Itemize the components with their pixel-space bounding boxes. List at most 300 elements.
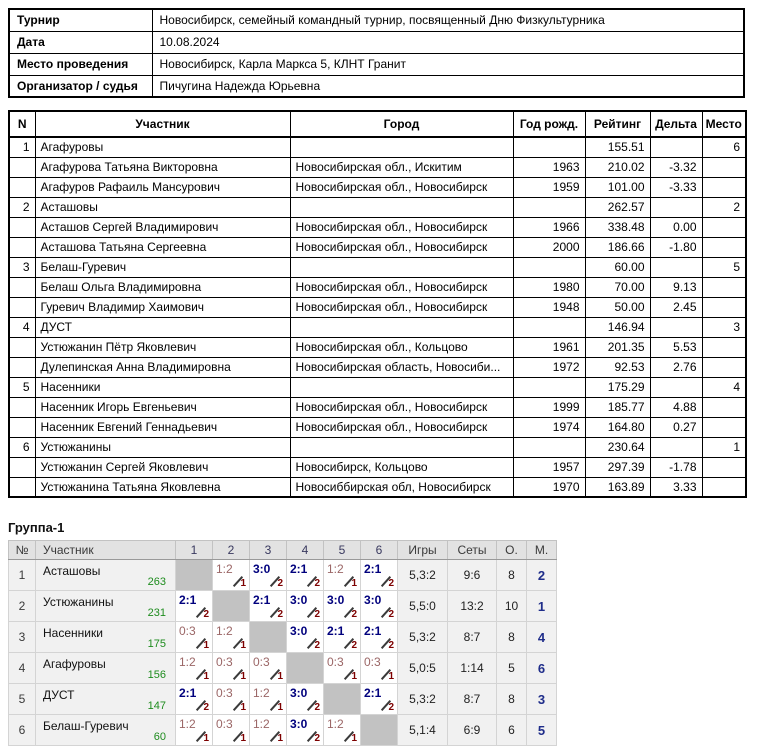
info-value: Новосибирск, семейный командный турнир, посвященный Дню Физкультурника <box>152 9 744 31</box>
participant-city <box>290 317 513 337</box>
col-header-city: Город <box>290 111 513 137</box>
match-points: 1 <box>277 671 283 682</box>
participant-place <box>702 177 746 197</box>
points-total: 8 <box>497 684 527 715</box>
participant-name: Насенники <box>35 377 290 397</box>
participant-row <box>9 297 746 317</box>
match-score: 2:1 <box>179 686 197 700</box>
team-name: Насенники <box>43 626 103 640</box>
participant-row <box>9 237 746 257</box>
participant-city: Новосибирск, Кольцово <box>290 457 513 477</box>
participant-name: Агафуровы <box>35 137 290 157</box>
match-points: 1 <box>203 733 209 744</box>
match-score: 0:3 <box>327 655 344 669</box>
result-cell <box>176 560 213 591</box>
result-cell <box>213 622 250 653</box>
participant-row <box>9 177 746 197</box>
group-row-number: 2 <box>9 591 36 622</box>
participant-birth-year: 1963 <box>513 157 585 177</box>
participant-rating: 50.00 <box>585 297 650 317</box>
participant-row <box>9 397 746 417</box>
match-points: 1 <box>351 671 357 682</box>
match-points: 2 <box>388 640 394 651</box>
participant-birth-year: 1961 <box>513 337 585 357</box>
participant-delta: 2.45 <box>650 297 702 317</box>
participant-city <box>290 257 513 277</box>
team-rating: 156 <box>147 669 166 681</box>
participant-rating: 70.00 <box>585 277 650 297</box>
participant-rating: 230.64 <box>585 437 650 457</box>
participant-city: Новосибирская обл., Новосибирск <box>290 417 513 437</box>
participant-rating: 262.57 <box>585 197 650 217</box>
participant-birth-year <box>513 257 585 277</box>
points-total: 8 <box>497 622 527 653</box>
participant-row <box>9 457 746 477</box>
match-score: 1:2 <box>327 562 344 576</box>
participant-rating: 146.94 <box>585 317 650 337</box>
participant-rating: 175.29 <box>585 377 650 397</box>
match-score: 2:1 <box>179 593 197 607</box>
match-score: 2:1 <box>364 562 382 576</box>
col-header-n: N <box>9 111 35 137</box>
participant-name: Агафурова Татьяна Викторовна <box>35 157 290 177</box>
match-score: 1:2 <box>253 686 270 700</box>
match-score: 2:1 <box>327 624 345 638</box>
match-points: 1 <box>240 640 246 651</box>
participant-delta: -1.78 <box>650 457 702 477</box>
participant-delta: -3.33 <box>650 177 702 197</box>
participant-rating: 186.66 <box>585 237 650 257</box>
participant-name: Белаш Ольга Владимировна <box>35 277 290 297</box>
info-row <box>9 53 744 75</box>
col-header-birth-year: Год рожд. <box>513 111 585 137</box>
match-score: 0:3 <box>216 686 233 700</box>
participant-name: Белаш-Гуревич <box>35 257 290 277</box>
team-name: Белаш-Гуревич <box>43 719 129 733</box>
participant-place <box>702 477 746 497</box>
result-cell <box>287 622 324 653</box>
participant-place: 6 <box>702 137 746 157</box>
participant-rating: 210.02 <box>585 157 650 177</box>
match-score: 3:0 <box>290 686 308 700</box>
col-header-participant: Участник <box>35 111 290 137</box>
games-summary: 5,3:2 <box>398 622 448 653</box>
participant-delta <box>650 197 702 217</box>
participant-delta <box>650 317 702 337</box>
result-cell <box>361 653 398 684</box>
match-score: 2:1 <box>290 562 308 576</box>
participant-place <box>702 277 746 297</box>
participant-row <box>9 317 746 337</box>
participant-delta <box>650 437 702 457</box>
participant-name: Асташовы <box>35 197 290 217</box>
final-place: 4 <box>527 622 557 653</box>
info-value: Пичугина Надежда Юрьевна <box>152 75 744 97</box>
result-cell <box>324 684 361 715</box>
result-cell <box>287 653 324 684</box>
participant-place: 5 <box>702 257 746 277</box>
group-col-header-2: 2 <box>213 541 250 560</box>
final-place: 1 <box>527 591 557 622</box>
match-points: 2 <box>203 609 209 620</box>
participant-name: Устюжанины <box>35 437 290 457</box>
participant-number <box>9 237 35 257</box>
participant-city: Новосибирская обл., Новосибирск <box>290 217 513 237</box>
group-row <box>9 684 557 715</box>
participant-name: Агафуров Рафаиль Мансурович <box>35 177 290 197</box>
participant-row <box>9 257 746 277</box>
participant-name: Насенник Евгений Геннадьевич <box>35 417 290 437</box>
participants-header-row <box>9 111 746 137</box>
result-cell <box>176 684 213 715</box>
match-score: 3:0 <box>364 593 382 607</box>
participant-city <box>290 437 513 457</box>
participant-birth-year: 1966 <box>513 217 585 237</box>
match-points: 2 <box>314 733 320 744</box>
match-points: 1 <box>388 671 394 682</box>
col-header-rating: Рейтинг <box>585 111 650 137</box>
participant-number: 2 <box>9 197 35 217</box>
participant-birth-year <box>513 317 585 337</box>
info-row <box>9 75 744 97</box>
participant-number <box>9 177 35 197</box>
result-cell <box>250 653 287 684</box>
participant-rating: 297.39 <box>585 457 650 477</box>
team-rating: 147 <box>147 700 166 712</box>
points-total: 8 <box>497 560 527 591</box>
result-cell <box>176 715 213 746</box>
participant-city: Новосиббирская обл, Новосибирск <box>290 477 513 497</box>
info-label: Турнир <box>9 9 152 31</box>
participant-city: Новосибирская обл., Новосибирск <box>290 397 513 417</box>
match-score: 1:2 <box>179 655 196 669</box>
participant-birth-year: 1970 <box>513 477 585 497</box>
team-cell <box>36 684 176 715</box>
participant-rating: 155.51 <box>585 137 650 157</box>
match-score: 2:1 <box>364 624 382 638</box>
participant-birth-year: 1974 <box>513 417 585 437</box>
info-value: 10.08.2024 <box>152 31 744 53</box>
participant-birth-year: 1999 <box>513 397 585 417</box>
result-cell <box>287 684 324 715</box>
result-cell <box>250 684 287 715</box>
points-total: 5 <box>497 653 527 684</box>
result-cell <box>324 622 361 653</box>
col-header-place: Место <box>702 111 746 137</box>
participant-birth-year <box>513 437 585 457</box>
info-row <box>9 9 744 31</box>
match-score: 1:2 <box>327 717 344 731</box>
games-summary: 5,0:5 <box>398 653 448 684</box>
games-summary: 5,1:4 <box>398 715 448 746</box>
participant-birth-year: 1972 <box>513 357 585 377</box>
participant-rating: 201.35 <box>585 337 650 357</box>
participant-rating: 60.00 <box>585 257 650 277</box>
result-cell <box>287 715 324 746</box>
participant-city: Новосибирская обл., Новосибирск <box>290 177 513 197</box>
team-name: Устюжанины <box>43 595 114 609</box>
team-cell <box>36 653 176 684</box>
participant-number: 3 <box>9 257 35 277</box>
participant-number <box>9 337 35 357</box>
participant-city: Новосибирская область, Новосиби... <box>290 357 513 377</box>
team-cell <box>36 622 176 653</box>
participant-row <box>9 337 746 357</box>
team-rating: 175 <box>147 638 166 650</box>
participant-birth-year <box>513 197 585 217</box>
participant-number: 6 <box>9 437 35 457</box>
group-col-header-participant: Участник <box>36 541 176 560</box>
participants-table <box>8 110 747 498</box>
match-points: 2 <box>314 702 320 713</box>
participant-name: Насенник Игорь Евгеньевич <box>35 397 290 417</box>
participant-number: 1 <box>9 137 35 157</box>
participant-birth-year: 1959 <box>513 177 585 197</box>
participant-delta <box>650 257 702 277</box>
result-cell <box>213 560 250 591</box>
participant-rating: 101.00 <box>585 177 650 197</box>
match-score: 3:0 <box>290 717 308 731</box>
participant-delta: 0.00 <box>650 217 702 237</box>
group-row-number: 3 <box>9 622 36 653</box>
match-score: 0:3 <box>216 655 233 669</box>
match-score: 1:2 <box>253 717 270 731</box>
group-row-number: 4 <box>9 653 36 684</box>
result-cell <box>324 715 361 746</box>
participant-delta: 4.88 <box>650 397 702 417</box>
result-cell <box>287 591 324 622</box>
team-cell <box>36 560 176 591</box>
match-points: 2 <box>314 640 320 651</box>
participant-number <box>9 217 35 237</box>
participant-row <box>9 477 746 497</box>
participant-number <box>9 417 35 437</box>
participant-name: Устюжанин Сергей Яковлевич <box>35 457 290 477</box>
team-rating: 60 <box>153 731 166 743</box>
final-place: 2 <box>527 560 557 591</box>
match-points: 2 <box>351 609 357 620</box>
participant-place: 4 <box>702 377 746 397</box>
group-col-header-5: 5 <box>324 541 361 560</box>
group-col-header-4: 4 <box>287 541 324 560</box>
participant-name: Гуревич Владимир Хаимович <box>35 297 290 317</box>
participant-place <box>702 157 746 177</box>
games-summary: 5,3:2 <box>398 684 448 715</box>
participant-delta: 0.27 <box>650 417 702 437</box>
participant-place: 2 <box>702 197 746 217</box>
group-col-header-sets: Сеты <box>448 541 497 560</box>
match-points: 2 <box>277 578 283 589</box>
participant-name: Асташова Татьяна Сергеевна <box>35 237 290 257</box>
participant-birth-year <box>513 137 585 157</box>
participant-city: Новосибирская обл., Искитим <box>290 157 513 177</box>
match-points: 1 <box>351 578 357 589</box>
result-cell <box>213 715 250 746</box>
sets-summary: 8:7 <box>448 622 497 653</box>
participant-row <box>9 437 746 457</box>
participant-birth-year: 1957 <box>513 457 585 477</box>
match-score: 0:3 <box>364 655 381 669</box>
result-cell <box>250 622 287 653</box>
match-score: 2:1 <box>364 686 382 700</box>
participant-place <box>702 237 746 257</box>
participant-city <box>290 377 513 397</box>
match-points: 1 <box>240 702 246 713</box>
participant-name: Дулепинская Анна Владимировна <box>35 357 290 377</box>
participant-delta <box>650 377 702 397</box>
participant-row <box>9 197 746 217</box>
match-score: 2:1 <box>253 593 271 607</box>
participant-name: Устюжанин Пётр Яковлевич <box>35 337 290 357</box>
participant-city: Новосибирская обл., Кольцово <box>290 337 513 357</box>
group-row-number: 5 <box>9 684 36 715</box>
participant-rating: 92.53 <box>585 357 650 377</box>
match-points: 2 <box>314 578 320 589</box>
match-score: 0:3 <box>216 717 233 731</box>
group-results-table <box>8 540 557 746</box>
games-summary: 5,3:2 <box>398 560 448 591</box>
group-row-number: 1 <box>9 560 36 591</box>
participant-row <box>9 377 746 397</box>
participant-delta: -1.80 <box>650 237 702 257</box>
result-cell <box>361 622 398 653</box>
participant-place: 3 <box>702 317 746 337</box>
participant-number <box>9 457 35 477</box>
team-name: Асташовы <box>43 564 101 578</box>
sets-summary: 9:6 <box>448 560 497 591</box>
participant-delta: 3.33 <box>650 477 702 497</box>
match-points: 2 <box>277 609 283 620</box>
sets-summary: 6:9 <box>448 715 497 746</box>
info-label: Место проведения <box>9 53 152 75</box>
group-col-header-3: 3 <box>250 541 287 560</box>
participant-row <box>9 157 746 177</box>
group-row-number: 6 <box>9 715 36 746</box>
result-cell <box>324 560 361 591</box>
result-cell <box>213 653 250 684</box>
match-points: 2 <box>388 702 394 713</box>
participant-city: Новосибирская обл., Новосибирск <box>290 277 513 297</box>
participant-rating: 185.77 <box>585 397 650 417</box>
participant-number <box>9 277 35 297</box>
participant-delta: 2.76 <box>650 357 702 377</box>
participant-rating: 163.89 <box>585 477 650 497</box>
participant-number <box>9 397 35 417</box>
result-cell <box>361 591 398 622</box>
info-value: Новосибирск, Карла Маркса 5, КЛНТ Гранит <box>152 53 744 75</box>
participant-delta <box>650 137 702 157</box>
match-score: 1:2 <box>179 717 196 731</box>
participant-place <box>702 457 746 477</box>
match-score: 3:0 <box>290 593 308 607</box>
result-cell <box>250 560 287 591</box>
games-summary: 5,5:0 <box>398 591 448 622</box>
match-score: 0:3 <box>253 655 270 669</box>
group-col-header-1: 1 <box>176 541 213 560</box>
participant-row <box>9 277 746 297</box>
result-cell <box>324 591 361 622</box>
participant-number: 5 <box>9 377 35 397</box>
participant-place <box>702 417 746 437</box>
participant-city <box>290 197 513 217</box>
group-header-row <box>9 541 557 560</box>
result-cell <box>287 560 324 591</box>
participant-place <box>702 217 746 237</box>
group-col-header-place: М. <box>527 541 557 560</box>
participant-place <box>702 337 746 357</box>
participant-birth-year <box>513 377 585 397</box>
match-score: 3:0 <box>253 562 271 576</box>
match-points: 1 <box>240 733 246 744</box>
group-title: Группа-1 <box>8 520 65 535</box>
result-cell <box>361 684 398 715</box>
participant-birth-year: 2000 <box>513 237 585 257</box>
final-place: 6 <box>527 653 557 684</box>
participant-number <box>9 477 35 497</box>
match-points: 2 <box>351 640 357 651</box>
team-rating: 263 <box>147 576 166 588</box>
group-row <box>9 560 557 591</box>
match-points: 2 <box>203 702 209 713</box>
participant-birth-year: 1948 <box>513 297 585 317</box>
points-total: 10 <box>497 591 527 622</box>
participant-city <box>290 137 513 157</box>
tournament-info-table <box>8 8 745 98</box>
participant-rating: 338.48 <box>585 217 650 237</box>
result-cell <box>176 653 213 684</box>
match-score: 3:0 <box>327 593 345 607</box>
match-points: 2 <box>314 609 320 620</box>
final-place: 5 <box>527 715 557 746</box>
final-place: 3 <box>527 684 557 715</box>
group-col-header-points: О. <box>497 541 527 560</box>
sets-summary: 13:2 <box>448 591 497 622</box>
sets-summary: 8:7 <box>448 684 497 715</box>
match-score: 1:2 <box>216 624 233 638</box>
group-col-header-6: 6 <box>361 541 398 560</box>
result-cell <box>176 591 213 622</box>
participant-number <box>9 157 35 177</box>
info-row <box>9 31 744 53</box>
result-cell <box>213 684 250 715</box>
team-name: Агафуровы <box>43 657 106 671</box>
participant-row <box>9 357 746 377</box>
participant-number <box>9 357 35 377</box>
match-points: 2 <box>388 578 394 589</box>
participant-place <box>702 357 746 377</box>
match-points: 1 <box>203 671 209 682</box>
participant-city: Новосибирская обл., Новосибирск <box>290 237 513 257</box>
participant-number <box>9 297 35 317</box>
participant-number: 4 <box>9 317 35 337</box>
group-row <box>9 715 557 746</box>
info-label: Дата <box>9 31 152 53</box>
match-score: 3:0 <box>290 624 308 638</box>
participant-delta: -3.32 <box>650 157 702 177</box>
points-total: 6 <box>497 715 527 746</box>
match-points: 1 <box>351 733 357 744</box>
participant-name: Асташов Сергей Владимирович <box>35 217 290 237</box>
group-row <box>9 653 557 684</box>
participant-delta: 5.53 <box>650 337 702 357</box>
result-cell <box>213 591 250 622</box>
group-row <box>9 622 557 653</box>
participant-delta: 9.13 <box>650 277 702 297</box>
result-cell <box>324 653 361 684</box>
group-col-header-number: № <box>9 541 36 560</box>
result-cell <box>361 715 398 746</box>
participant-row <box>9 137 746 157</box>
